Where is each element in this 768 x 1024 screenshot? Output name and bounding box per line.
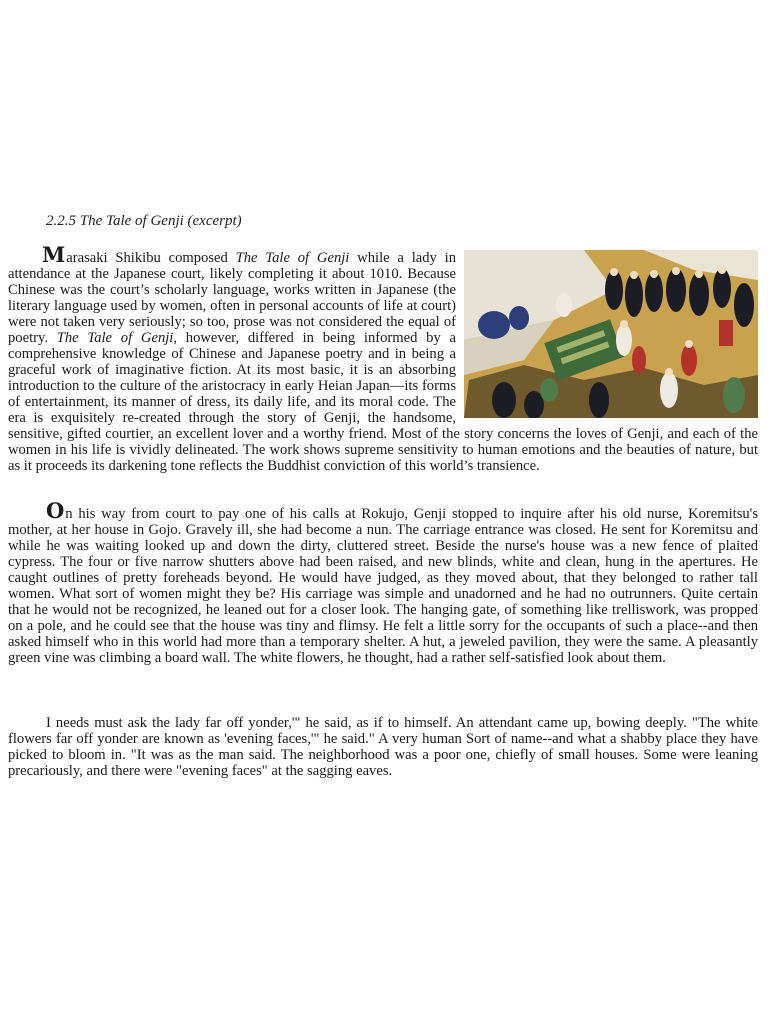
section-number: 2.2.5 xyxy=(46,213,76,229)
intro-text-3: however, differed in being informed by a comprehensive knowledge of Chinese and Japanese poetry and in being a graceful work of imaginative fiction. At its most basic, it is an absorbing introduction to the culture of the aristocracy in early Heian Japan—its forms of entertainment, its manner of dress, its daily life, and its moral code. The era is exquisitely re-created through the story of Genji, the handsome, sensitive, gifted courtier, an excellent lover and a worthy friend. Most of the story concerns the loves of Genji, and each of the women in his life is vividly delineated. The work shows supreme sensitivity to human emotions and the beauties of nature, but as it proceeds its darkening tone reflects the Buddhist conviction of this world’s transience. xyxy=(8,330,758,474)
excerpt-text-1: n his way from court to pay one of his calls at Rokujo, Genji stopped to inquire after his old nurse, Koremitsu's mother, at her house in Gojo. Gravely ill, she had become a nun. The carriage entrance was closed. He sent for Koremitsu and while he was waiting looked up and down the dirty, cluttered street. Beside the nurse's house was a new fence of plaited cypress. The four or five narrow shutters above had been raised, and new blinds, white and clean, hung in the apertures. He caught outlines of pretty foreheads beyond. He would have judged, as they moved about, that they belonged to rather tall women. What sort of women might they be? His carriage was simple and unadorned and he had no outrunners. Quite certain that he would not be recognized, he leaned out for a closer look. The hanging gate, of something like trelliswork, was propped on a pole, and he could see that the house was tiny and flimsy. He felt a little sorry for the occupants of such a place--and then asked himself who in this world had more than a temporary shelter. A hut, a jeweled pavilion, they were the same. A pleasantly green vine was climbing a board wall. The white flowers, he thought, had a rather self-satisfied look about them. xyxy=(8,506,758,666)
excerpt-section xyxy=(8,498,758,666)
excerpt-paragraph-2: I needs must ask the lady far off yonder,'" he said, as if to himself. An attendant came up, bowing deeply. "The white flowers far off yonder are known as 'evening faces,'" he said." A very human Sort of name--and what a shabby place they have picked to bloom in. "It was as the man said. The neighborhood was a poor one, chiefly of small houses. Some were leaning precariously, and there were "evening faces" at the sagging eaves. xyxy=(8,715,758,779)
excerpt-paragraph-1 xyxy=(8,498,758,666)
section-title: The Tale of Genji (excerpt) xyxy=(79,213,242,229)
intro-title-2: The Tale of Genji, xyxy=(56,330,178,346)
court-painting-image xyxy=(464,250,758,418)
court-scene-illustration xyxy=(464,250,758,418)
intro-section xyxy=(8,242,758,474)
intro-title-1: The Tale of Genji xyxy=(235,250,350,266)
excerpt-section-2 xyxy=(8,715,758,779)
section-heading xyxy=(46,213,242,230)
dropcap-o: O xyxy=(46,498,65,523)
intro-text-2: while a lady in attendance at the Japanese court, likely completing it about 1010. Because Chinese was the court’s scholarly language, works written in Japanese (the literary language used by women, often in personal accounts of life at court) were not taken very seriously; so too, prose was not considered the equal of poetry. xyxy=(8,250,457,346)
intro-text-1: arasaki Shikibu composed xyxy=(66,250,236,266)
dropcap-m: M xyxy=(42,242,66,267)
